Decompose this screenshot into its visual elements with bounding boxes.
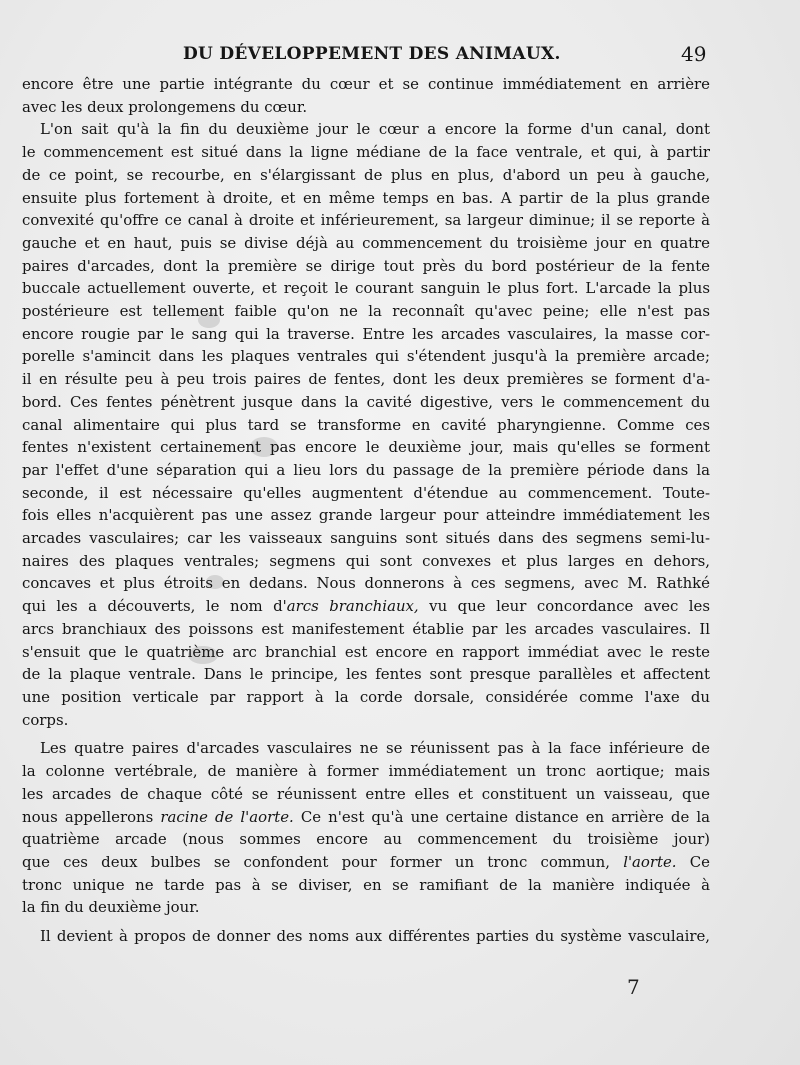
text-line: par l'effet d'une séparation qui a lieu lors du passage de la première période dans la xyxy=(22,460,710,479)
page-header xyxy=(0,44,800,72)
text-line: nous appellerons racine de l'aorte. Ce n'est qu'à une certaine distance en arrière de la xyxy=(22,807,710,826)
text-line: porelle s'amincit dans les plaques ventrales qui s'étendent jusqu'à la première arcade; xyxy=(22,347,710,366)
text-line: avec les deux prolongemens du cœur. xyxy=(22,97,308,116)
page-number: 49 xyxy=(681,42,707,66)
text-line: concaves et plus étroits en dedans. Nous donnerons à ces segmens, avec M. Rathké xyxy=(22,574,710,593)
text-line: il en résulte peu à peu trois paires de fentes, dont les deux premières se forment d'a- xyxy=(22,370,710,389)
text-line: paires d'arcades, dont la première se dirige tout près du bord postérieur de la fente xyxy=(22,256,710,275)
text-line: que ces deux bulbes se confondent pour former un tronc commun, l'aorte. Ce xyxy=(22,852,710,871)
text-line: canal alimentaire qui plus tard se transforme en cavité pharyngienne. Comme ces xyxy=(22,415,710,434)
text-line: arcades vasculaires; car les vaisseaux sanguins sont situés dans des segmens semi-lu- xyxy=(22,529,710,548)
text-line: convexité qu'offre ce canal à droite et inférieurement, sa largeur diminue; il se reporte à xyxy=(22,211,710,230)
running-head: DU DÉVELOPPEMENT DES ANIMAUX. xyxy=(183,44,561,64)
text-line: la colonne vertébrale, de manière à former immédiatement un tronc aortique; mais xyxy=(22,762,710,781)
text-line: une position verticale par rapport à la corde dorsale, considérée comme l'axe du xyxy=(22,687,710,706)
text-line: arcs branchiaux des poissons est manifestement établie par les arcades vasculaires. Il xyxy=(22,619,710,638)
text-line: les arcades de chaque côté se réunissent entre elles et constituent un vaisseau, que xyxy=(22,784,710,803)
text-line: le commencement est situé dans la ligne médiane de la face ventrale, et qui, à partir xyxy=(22,143,710,162)
text-line: bord. Ces fentes pénètrent jusque dans la cavité digestive, vers le commencement du xyxy=(22,392,710,411)
text-line: naires des plaques ventrales; segmens qui sont convexes et plus larges en dehors, xyxy=(22,551,710,570)
text-line: quatrième arcade (nous sommes encore au commencement du troisième jour) xyxy=(22,830,710,849)
text-line: fois elles n'acquièrent pas une assez grande largeur pour atteindre immédiatement les xyxy=(22,506,710,525)
text-line: corps. xyxy=(22,710,69,729)
text-line: buccale actuellement ouverte, et reçoit le courant sanguin le plus fort. L'arcade la plus xyxy=(22,279,710,298)
text-line: encore rougie par le sang qui la traverse. Entre les arcades vasculaires, la masse cor- xyxy=(22,324,710,343)
text-line: encore être une partie intégrante du cœur et se continue immédiatement en arrière xyxy=(22,75,710,93)
text-line: s'ensuit que le quatrième arc branchial est encore en rapport immédiat avec le reste xyxy=(22,642,710,661)
text-line: la fin du deuxième jour. xyxy=(22,898,200,917)
text-line: seconde, il est nécessaire qu'elles augmentent d'étendue au commencement. Toute- xyxy=(22,483,710,502)
text-line: L'on sait qu'à la fin du deuxième jour le cœur a encore la forme d'un canal, dont xyxy=(40,120,710,139)
text-line: de ce point, se recourbe, en s'élargissant de plus en plus, d'abord un peu à gauche, xyxy=(22,165,710,184)
signature-mark: 7 xyxy=(627,975,640,999)
text-line: tronc unique ne tarde pas à se diviser, en se ramifiant de la manière indiquée à xyxy=(22,875,710,894)
text-line: gauche et en haut, puis se divise déjà au commencement du troisième jour en quatre xyxy=(22,233,710,252)
text-line: de la plaque ventrale. Dans le principe, les fentes sont presque parallèles et affectent xyxy=(22,665,710,684)
text-line: Les quatre paires d'arcades vasculaires ne se réunissent pas à la face inférieure de xyxy=(40,739,710,758)
text-line: ensuite plus fortement à droite, et en même temps en bas. A partir de la plus grande xyxy=(22,188,710,207)
text-line: fentes n'existent certainement pas encore le deuxième jour, mais qu'elles se forment xyxy=(22,438,710,457)
text-line: postérieure est tellement faible qu'on ne la reconnaît qu'avec peine; elle n'est pas xyxy=(22,302,710,321)
text-line: Il devient à propos de donner des noms aux différentes parties du système vasculaire, xyxy=(40,927,710,946)
text-line: qui les a découverts, le nom d'arcs branchiaux, vu que leur concordance avec les xyxy=(22,597,710,616)
body-text xyxy=(22,73,710,948)
